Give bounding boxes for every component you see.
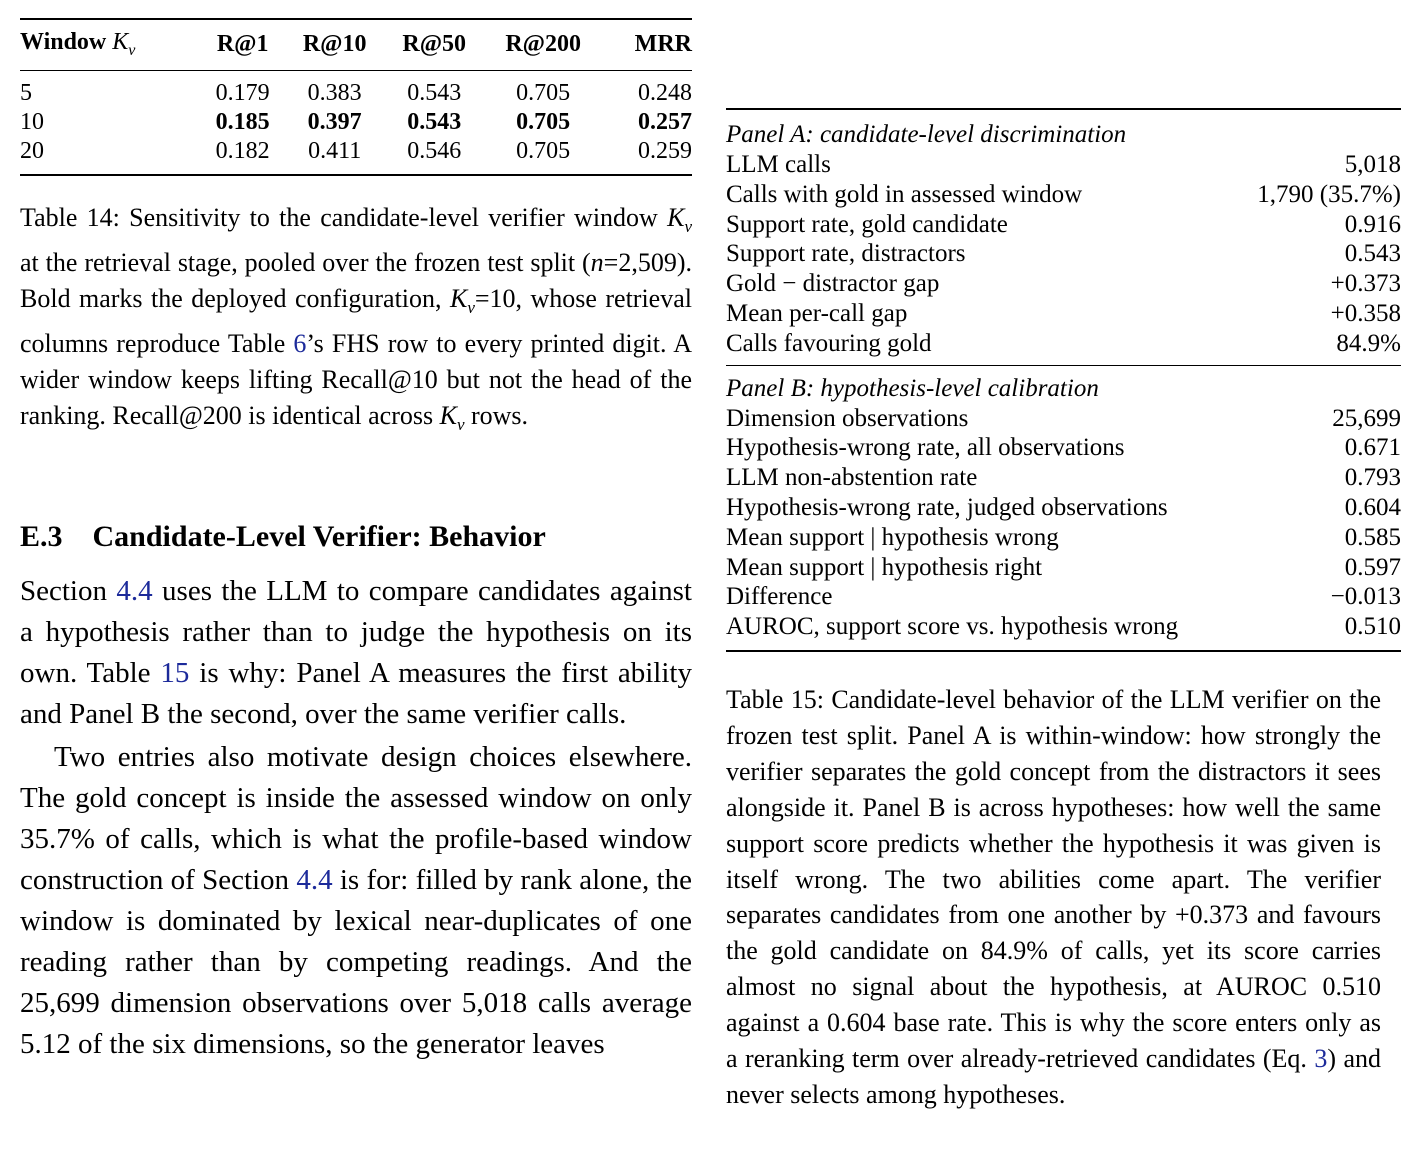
table-14-caption: Table 14: Sensitivity to the candidate-level verifier window $K_v$ at the retrieval stage, pooled over the frozen test split (n=2,509). Bold marks the deployed configuration, $K_v=10$, whose retrieval columns reproduce Table 6’s FHS row to every printed digit. A wider window keeps lifting Recall@10 but not the head of the ranking. Recall@200 is identical across $K_v$ rows.: [20, 202, 693, 435]
cell: 0.257: [638, 108, 692, 135]
paragraph: Section 4.4 uses the LLM to compare candidates against a hypothesis rather than to judge the hypothesis on its own. Table 15 is why: Panel A measures the first ability and Panel B the second, over the same verifier calls.: [20, 575, 692, 731]
table-row: Calls favouring gold 84.9%: [726, 329, 1401, 357]
cell: 0.383: [307, 79, 362, 106]
header-r50: R@50: [402, 30, 467, 57]
table-row: [20, 137, 692, 175]
table-row: Mean per-call gap +0.358: [726, 299, 1401, 327]
table-row: Support rate, distractors 0.543: [726, 240, 1401, 268]
header-r10: R@10: [302, 30, 367, 57]
section-body: [20, 571, 692, 1065]
table-row: [20, 70, 692, 108]
cell: 0.705: [516, 137, 571, 164]
cell: 0.705: [516, 108, 571, 135]
panel-b-title: Panel B: hypothesis-level calibration: [726, 374, 1099, 402]
panel-a: [726, 110, 1401, 366]
paragraph: Two entries also motivate design choices elsewhere. The gold concept is inside the assessed window on only 35.7% of calls, which is what the profile-based window construction of Section 4.4 is for: filled by rank alone, the window is dominated by lexical near-duplicates of one reading rather than by competing readings. And the 25,699 dimension observations over 5,018 calls average 5.12 of the six dimensions, so the generator leaves: [20, 741, 692, 1061]
cell: 0.546: [407, 137, 462, 164]
panel-a-title: Panel A: candidate-level discrimination: [726, 121, 1127, 148]
cell: 0.543: [407, 108, 462, 135]
table-15-caption: Table 15: Candidate-level behavior of the LLM verifier on the frozen test split. Panel A is within-window: how strongly the verifier separates the gold concept from the distractors it sees alongside it. Panel B is across hypotheses: how well the same support score predicts whether the hypothesis it was given is itself wrong. The two abilities come apart. The verifier separates candidates from one another by +0.373 and favours the gold candidate on 84.9% of calls, yet its score carries almost no signal about the hypothesis, at AUROC 0.510 against a 0.604 base rate. This is why the score enters only as a reranking term over already-retrieved candidates (Eq. 3) and never selects among hypotheses.: [726, 685, 1381, 1109]
table-14-header-row: [20, 19, 692, 70]
cell: 10: [20, 108, 44, 135]
kv-symbol: $K_v$: [112, 29, 136, 59]
header-r1: R@1: [216, 30, 269, 57]
cell: 20: [20, 137, 44, 164]
header-window: Window $K_v$: [20, 29, 136, 59]
cell: 0.397: [307, 108, 362, 135]
table-15: [726, 108, 1401, 652]
table-row: Hypothesis-wrong rate, judged observations 0.604: [726, 493, 1401, 521]
cell: 0.543: [407, 79, 462, 106]
table-row: LLM calls 5,018: [726, 151, 1401, 178]
section-number: E.3: [20, 520, 63, 554]
header-r200: R@200: [505, 30, 581, 57]
table-row: Difference −0.013: [726, 583, 1401, 611]
table-ref-link[interactable]: 15: [160, 657, 190, 690]
cell: 0.248: [638, 79, 692, 106]
cell: 0.182: [215, 137, 270, 164]
section-heading: [20, 519, 692, 555]
cell: 0.411: [308, 137, 362, 164]
table-row: Gold − distractor gap +0.373: [726, 270, 1401, 298]
cell: 0.259: [638, 137, 692, 164]
table-row: Mean support | hypothesis right 0.597: [726, 553, 1401, 581]
section-title: Candidate-Level Verifier: Behavior: [92, 520, 546, 554]
cell: 0.179: [215, 79, 270, 106]
panel-b: [726, 366, 1401, 650]
table-row: LLM non-abstention rate 0.793: [726, 464, 1401, 492]
section-ref-link[interactable]: 4.4: [296, 864, 333, 897]
cell: 0.185: [215, 108, 270, 135]
cell: 5: [20, 79, 32, 106]
table-row: AUROC, support score vs. hypothesis wrong 0.510: [726, 613, 1401, 641]
table-row-deployed: [20, 108, 692, 137]
header-mrr: MRR: [634, 30, 692, 57]
left-column: [20, 0, 692, 1065]
table-row: Dimension observations 25,699: [726, 404, 1401, 432]
table-row: Mean support | hypothesis wrong 0.585: [726, 523, 1401, 551]
table-row: Calls with gold in assessed window 1,790 (35.7%): [726, 180, 1401, 208]
equation-ref-link[interactable]: 3: [1314, 1044, 1328, 1074]
section-ref-link[interactable]: 4.4: [116, 575, 153, 608]
table-14: [20, 18, 692, 176]
table-ref-link[interactable]: 6: [293, 329, 307, 359]
table-row: Hypothesis-wrong rate, all observations 0.671: [726, 434, 1401, 462]
table-row: Support rate, gold candidate 0.916: [726, 210, 1401, 238]
cell: 0.705: [516, 79, 571, 106]
